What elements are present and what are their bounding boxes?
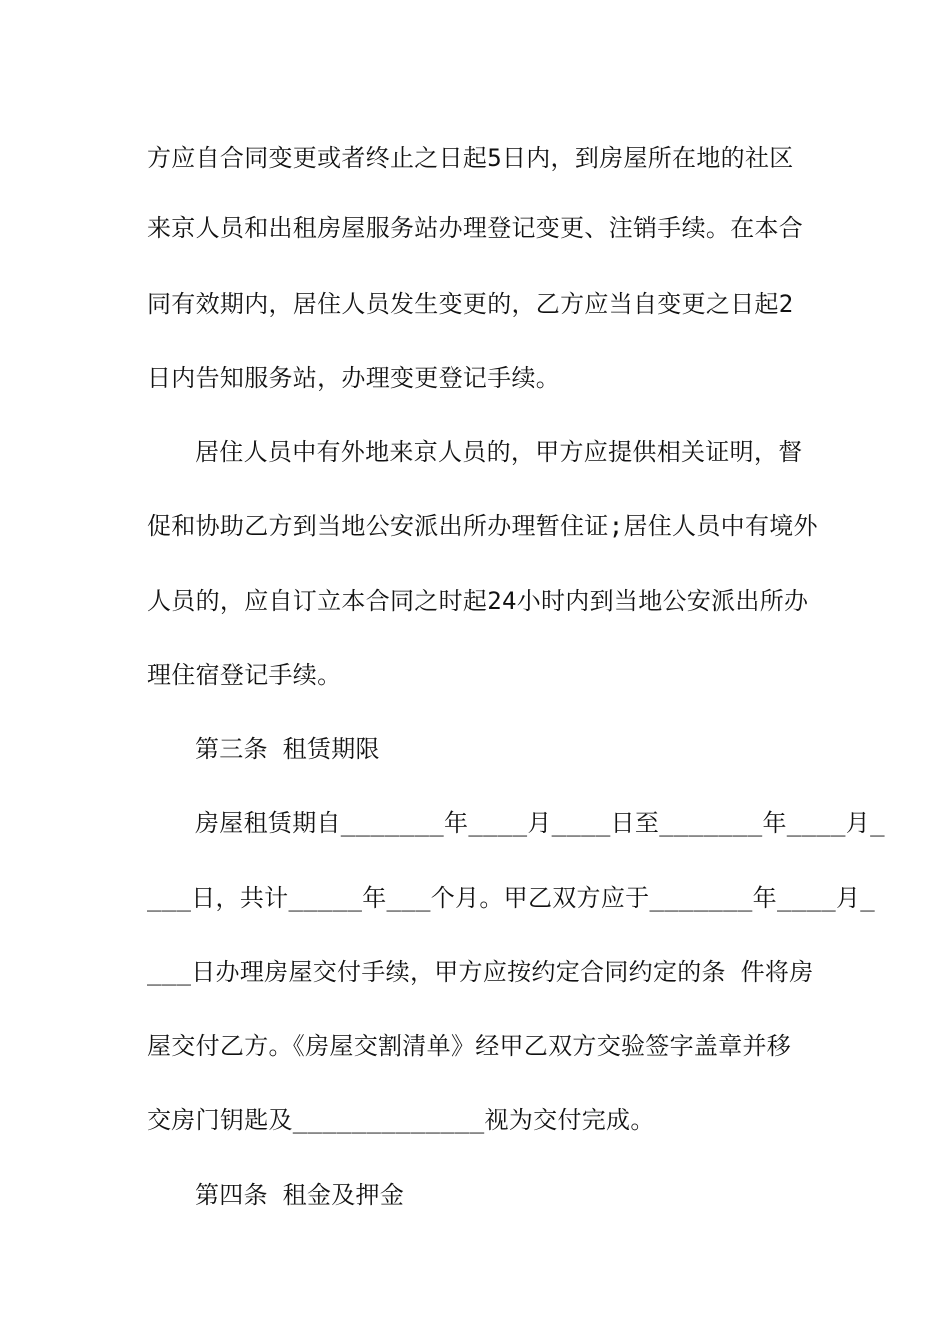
article-heading: 第四条 租金及押金 bbox=[195, 1181, 405, 1209]
paragraph-line: 日内告知服务站，办理变更登记手续。 bbox=[147, 364, 561, 392]
paragraph-line: 房屋租赁期自_______年____月____日至_______年____月_ bbox=[195, 809, 885, 837]
paragraph-line: 人员的，应自订立本合同之时起24小时内到当地公安派出所办 bbox=[147, 587, 809, 615]
paragraph-line: 交房门钥匙及_____________视为交付完成。 bbox=[147, 1106, 655, 1134]
paragraph-line: 屋交付乙方。《房屋交割清单》经甲乙双方交验签字盖章并移 bbox=[147, 1032, 792, 1060]
paragraph-line: ___日办理房屋交付手续，甲方应按约定合同约定的条 件将房 bbox=[147, 958, 814, 986]
paragraph-line: ___日，共计_____年___个月。甲乙双方应于_______年____月_ bbox=[147, 884, 876, 912]
paragraph-line: 理住宿登记手续。 bbox=[147, 661, 342, 689]
paragraph-line: 同有效期内，居住人员发生变更的，乙方应当自变更之日起2 bbox=[147, 290, 794, 318]
paragraph-line: 方应自合同变更或者终止之日起5日内，到房屋所在地的社区 bbox=[147, 144, 794, 172]
paragraph-line: 促和协助乙方到当地公安派出所办理暂住证;居住人员中有境外 bbox=[147, 512, 818, 540]
paragraph-line: 居住人员中有外地来京人员的，甲方应提供相关证明，督 bbox=[195, 438, 803, 466]
paragraph-line: 来京人员和出租房屋服务站办理登记变更、注销手续。在本合 bbox=[147, 214, 804, 242]
article-heading: 第三条 租赁期限 bbox=[195, 735, 380, 763]
